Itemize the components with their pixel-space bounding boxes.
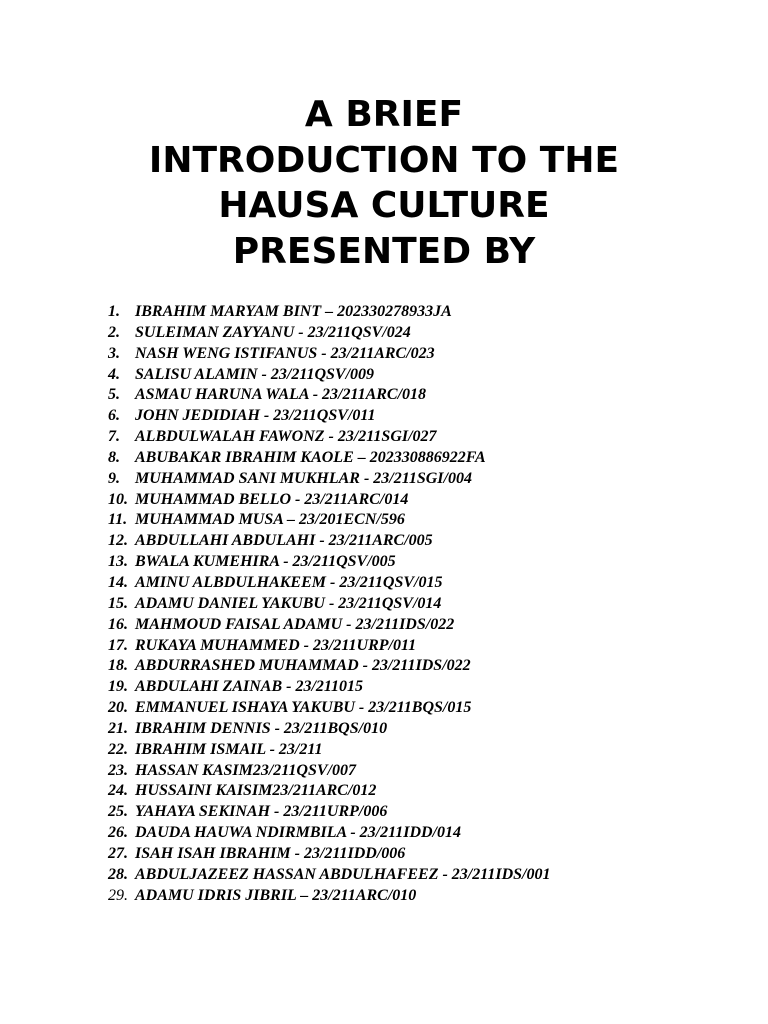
list-number: 20. — [108, 699, 128, 717]
list-number: 12. — [108, 532, 128, 550]
list-number: 15. — [108, 594, 128, 612]
list-item — [108, 365, 550, 386]
member-entry: ABDURRASHED MUHAMMAD - 23/211IDS/022 — [135, 657, 471, 675]
member-entry: AMINU ALBDULHAKEEM - 23/211QSV/015 — [135, 573, 443, 591]
list-item — [108, 802, 550, 823]
list-item — [108, 823, 550, 844]
member-entry: MUHAMMAD BELLO - 23/211ARC/014 — [135, 490, 409, 508]
list-number: 11. — [108, 511, 128, 529]
member-entry: ALBDULWALAH FAWONZ - 23/211SGI/027 — [135, 428, 437, 446]
list-number: 22. — [108, 740, 128, 758]
list-item — [108, 573, 550, 594]
member-entry: MUHAMMAD MUSA – 23/201ECN/596 — [135, 511, 405, 529]
member-entry: DAUDA HAUWA NDIRMBILA - 23/211IDD/014 — [135, 824, 461, 842]
member-entry: EMMANUEL ISHAYA YAKUBU - 23/211BQS/015 — [135, 699, 472, 717]
list-item — [108, 344, 550, 365]
list-number: 26. — [108, 824, 128, 842]
list-number: 29. — [108, 886, 128, 904]
list-number: 25. — [108, 803, 128, 821]
list-item — [108, 677, 550, 698]
title-line: INTRODUCTION TO THE — [148, 139, 620, 181]
list-number: 4. — [108, 365, 120, 383]
member-list — [108, 302, 550, 906]
list-item — [108, 552, 550, 573]
list-item — [108, 469, 550, 490]
list-item — [108, 302, 550, 323]
list-item — [108, 844, 550, 865]
list-item — [108, 406, 550, 427]
list-number: 14. — [108, 573, 128, 591]
member-entry: NASH WENG ISTIFANUS - 23/211ARC/023 — [135, 344, 435, 362]
member-entry: ABDULJAZEEZ HASSAN ABDULHAFEEZ - 23/211IDS/001 — [135, 865, 551, 883]
list-item — [108, 740, 550, 761]
list-item — [108, 594, 550, 615]
member-entry: ADAMU IDRIS JIBRIL – 23/211ARC/010 — [135, 886, 417, 904]
list-item — [108, 490, 550, 511]
member-entry: MUHAMMAD SANI MUKHLAR - 23/211SGI/004 — [135, 469, 472, 487]
list-number: 1. — [108, 303, 120, 320]
member-entry: BWALA KUMEHIRA - 23/211QSV/005 — [135, 553, 396, 571]
member-entry: SULEIMAN ZAYYANU - 23/211QSV/024 — [135, 323, 411, 341]
list-number: 21. — [108, 719, 128, 737]
list-number: 18. — [108, 657, 128, 675]
list-number: 8. — [108, 448, 120, 466]
list-number: 3. — [108, 344, 120, 362]
title-line: PRESENTED BY — [232, 230, 536, 272]
member-entry: IBRAHIM ISMAIL - 23/211 — [135, 740, 323, 758]
list-item — [108, 448, 550, 469]
list-number: 5. — [108, 386, 120, 404]
member-entry: ABUBAKAR IBRAHIM KAOLE – 202330886922FA — [135, 448, 486, 466]
title-line: A BRIEF — [304, 94, 464, 135]
list-item — [108, 615, 550, 636]
list-number: 17. — [108, 636, 128, 654]
member-entry: ISAH ISAH IBRAHIM - 23/211IDD/006 — [135, 844, 406, 862]
member-entry: ASMAU HARUNA WALA - 23/211ARC/018 — [135, 386, 427, 404]
member-entry: SALISU ALAMIN - 23/211QSV/009 — [135, 365, 375, 383]
list-item — [108, 865, 550, 886]
list-item — [108, 656, 550, 677]
member-entry: ABDULLAHI ABDULAHI - 23/211ARC/005 — [135, 532, 433, 550]
list-number: 10. — [108, 490, 128, 508]
list-number: 6. — [108, 407, 120, 425]
list-number: 27. — [108, 844, 128, 862]
member-entry: RUKAYA MUHAMMED - 23/211URP/011 — [135, 636, 417, 654]
member-entry: JOHN JEDIDIAH - 23/211QSV/011 — [135, 407, 376, 425]
list-number: 9. — [108, 469, 120, 487]
list-item — [108, 531, 550, 552]
member-entry: HASSAN KASIM23/211QSV/007 — [135, 761, 356, 779]
list-number: 23. — [108, 761, 128, 779]
list-item — [108, 323, 550, 344]
list-item — [108, 636, 550, 657]
list-item — [108, 761, 550, 782]
list-number: 2. — [108, 323, 120, 341]
member-entry: MAHMOUD FAISAL ADAMU - 23/211IDS/022 — [135, 615, 455, 633]
member-entry: ADAMU DANIEL YAKUBU - 23/211QSV/014 — [135, 594, 442, 612]
list-item — [108, 510, 550, 531]
list-number: 28. — [108, 865, 128, 883]
list-number: 16. — [108, 615, 128, 633]
title-line: HAUSA CULTURE — [218, 185, 550, 226]
list-item — [108, 698, 550, 719]
list-item — [108, 886, 550, 907]
list-number: 19. — [108, 678, 128, 696]
list-item — [108, 719, 550, 740]
list-item — [108, 781, 550, 802]
list-number: 13. — [108, 553, 128, 571]
member-entry: HUSSAINI KAISIM23/211ARC/012 — [135, 782, 377, 800]
member-entry: IBRAHIM DENNIS - 23/211BQS/010 — [135, 719, 388, 737]
list-number: 24. — [108, 782, 128, 800]
member-entry: IBRAHIM MARYAM BINT – 202330278933JA — [135, 303, 452, 320]
list-number: 7. — [108, 428, 120, 446]
member-entry: ABDULAHI ZAINAB - 23/211015 — [135, 678, 364, 696]
list-item — [108, 427, 550, 448]
document-title — [0, 92, 768, 274]
list-item — [108, 385, 550, 406]
member-entry: YAHAYA SEKINAH - 23/211URP/006 — [135, 803, 388, 821]
